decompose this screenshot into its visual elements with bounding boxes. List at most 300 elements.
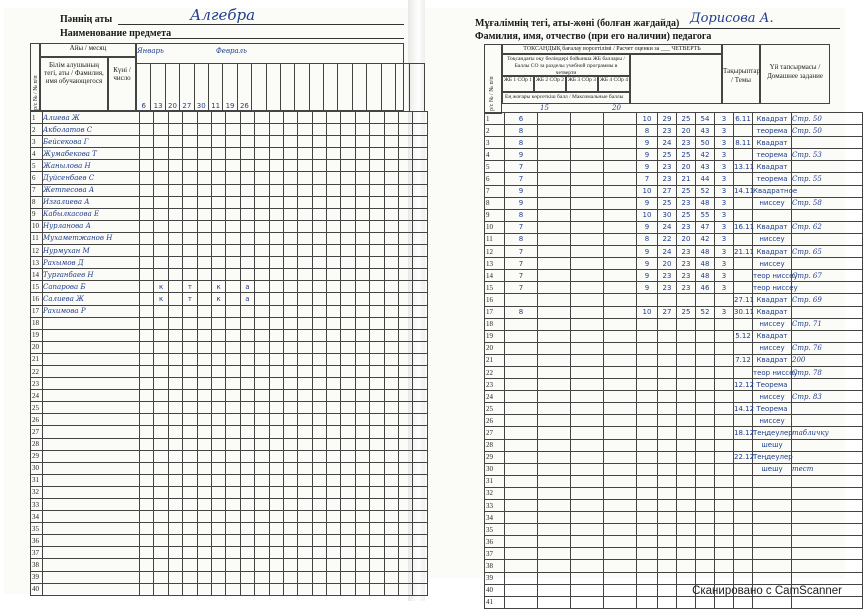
mark-cell xyxy=(168,511,182,523)
mark-cell xyxy=(183,499,197,511)
date-cell: теорема xyxy=(753,149,792,161)
grade-cell: 48 xyxy=(696,197,715,209)
date-cell xyxy=(753,524,792,536)
grade-cell xyxy=(604,221,637,233)
grade-cell xyxy=(604,113,637,125)
mark-cell xyxy=(413,172,427,184)
mark-cell xyxy=(399,462,413,474)
mark-cell xyxy=(413,462,427,474)
grade-cell xyxy=(538,125,571,137)
student-name: Рахымов Д xyxy=(43,257,140,269)
mark-cell xyxy=(183,172,197,184)
mark-cell xyxy=(283,341,297,353)
mark-cell xyxy=(240,136,254,148)
grades-row xyxy=(485,342,863,354)
mark-cell xyxy=(269,281,283,293)
grade-cell xyxy=(715,354,734,366)
mark-cell xyxy=(370,148,384,160)
mark-cell xyxy=(413,184,427,196)
mark-cell xyxy=(341,148,355,160)
mark-cell xyxy=(283,184,297,196)
mark-cell xyxy=(197,462,211,474)
grades-row xyxy=(485,197,863,209)
mark-cell xyxy=(168,486,182,498)
mark-cell xyxy=(197,571,211,583)
grade-cell xyxy=(538,318,571,330)
mark-cell xyxy=(413,148,427,160)
row-number: 23 xyxy=(485,379,505,391)
mark-cell xyxy=(355,474,369,486)
grade-cell xyxy=(677,366,696,378)
mark-cell xyxy=(168,317,182,329)
grade-cell xyxy=(538,258,571,270)
student-name xyxy=(43,426,140,438)
mark-cell xyxy=(399,232,413,244)
mark-cell xyxy=(269,232,283,244)
month-1: Январь xyxy=(137,47,164,55)
topic-cell xyxy=(792,282,863,294)
grades-row xyxy=(485,354,863,366)
mark-cell xyxy=(283,390,297,402)
mark-cell xyxy=(355,402,369,414)
mark-cell xyxy=(255,378,269,390)
row-number: 28 xyxy=(31,438,43,450)
mark-cell xyxy=(399,257,413,269)
mark-cell xyxy=(269,438,283,450)
mark-cell xyxy=(154,232,168,244)
row-number: 4 xyxy=(485,149,505,161)
mark-cell xyxy=(240,571,254,583)
row-number: 9 xyxy=(485,209,505,221)
mark-cell xyxy=(255,474,269,486)
grades-row xyxy=(485,282,863,294)
grades-row xyxy=(485,149,863,161)
grade-cell xyxy=(637,294,658,306)
row-number: 7 xyxy=(31,184,43,196)
mark-cell xyxy=(298,414,312,426)
right-col-num-header: р/с № / № п/п xyxy=(484,44,502,114)
mark-cell xyxy=(211,499,225,511)
mark-cell xyxy=(298,160,312,172)
grade-cell xyxy=(637,536,658,548)
mark-cell xyxy=(399,329,413,341)
row-number: 1 xyxy=(485,113,505,125)
mark-cell xyxy=(355,523,369,535)
mark-cell xyxy=(370,341,384,353)
grades-row xyxy=(485,233,863,245)
mark-cell xyxy=(370,196,384,208)
topic-cell xyxy=(792,161,863,173)
mark-cell xyxy=(399,474,413,486)
row-number: 25 xyxy=(31,402,43,414)
row-number: 21 xyxy=(31,353,43,365)
mark-cell xyxy=(312,438,326,450)
mark-cell: к xyxy=(211,281,225,293)
mark-cell xyxy=(370,269,384,281)
grade-cell xyxy=(658,354,677,366)
mark-cell xyxy=(140,571,154,583)
grade-cell xyxy=(571,596,604,608)
grade-cell: 3 xyxy=(715,113,734,125)
topic-cell xyxy=(792,475,863,487)
mark-cell xyxy=(183,365,197,377)
grades-row xyxy=(485,572,863,584)
mark-cell xyxy=(154,426,168,438)
grade-cell xyxy=(658,427,677,439)
mark-cell xyxy=(327,341,341,353)
grade-cell xyxy=(696,487,715,499)
mark-cell xyxy=(168,196,182,208)
grade-cell xyxy=(715,548,734,560)
mark-cell xyxy=(197,341,211,353)
grade-cell xyxy=(538,584,571,596)
mark-cell xyxy=(312,245,326,257)
date-cell: 20 xyxy=(165,64,179,112)
date-cell: ниссеу xyxy=(753,342,792,354)
row-number: 6 xyxy=(31,172,43,184)
mark-cell xyxy=(240,462,254,474)
mark-cell xyxy=(211,571,225,583)
mark-cell xyxy=(312,184,326,196)
mark-cell xyxy=(312,462,326,474)
mark-cell xyxy=(140,341,154,353)
col-num-header: р/с № / № п/п xyxy=(30,43,40,111)
mark-cell xyxy=(211,232,225,244)
mark-cell xyxy=(240,438,254,450)
student-name: Рахимова Р xyxy=(43,305,140,317)
mark-cell xyxy=(327,148,341,160)
mark-cell xyxy=(384,257,398,269)
topic-cell xyxy=(792,415,863,427)
mark-cell xyxy=(384,172,398,184)
mark-cell xyxy=(197,426,211,438)
mark-cell xyxy=(240,112,254,124)
mark-cell xyxy=(197,269,211,281)
mark-cell xyxy=(140,208,154,220)
grade-cell: 21.11 xyxy=(734,246,753,258)
student-row xyxy=(31,208,428,220)
grade-cell: 9 xyxy=(637,161,658,173)
date-cell: ниссеу xyxy=(753,318,792,330)
mark-cell xyxy=(269,269,283,281)
date-cell: 19 xyxy=(223,64,237,112)
grade-cell xyxy=(604,330,637,342)
grade-cell xyxy=(658,536,677,548)
grade-cell xyxy=(658,500,677,512)
grade-cell xyxy=(604,306,637,318)
grade-cell: 10 xyxy=(637,185,658,197)
student-name: Мухаметжанов Н xyxy=(43,232,140,244)
date-cell xyxy=(338,64,352,112)
mark-cell xyxy=(211,535,225,547)
mark-cell xyxy=(327,245,341,257)
grade-cell xyxy=(637,330,658,342)
row-number: 27 xyxy=(31,426,43,438)
grade-cell xyxy=(538,439,571,451)
grade-cell xyxy=(538,149,571,161)
student-row xyxy=(31,390,428,402)
grade-cell: 24 xyxy=(658,221,677,233)
grade-cell: 3 xyxy=(715,209,734,221)
date-cell: Квадрат xyxy=(753,161,792,173)
mark-cell xyxy=(355,426,369,438)
grade-cell xyxy=(658,366,677,378)
mark-cell xyxy=(154,571,168,583)
mark-cell xyxy=(355,450,369,462)
mark-cell xyxy=(399,559,413,571)
grade-cell xyxy=(571,330,604,342)
mark-cell xyxy=(183,341,197,353)
grade-cell xyxy=(734,572,753,584)
mark-cell xyxy=(341,220,355,232)
mark-cell xyxy=(140,365,154,377)
mark-cell xyxy=(399,245,413,257)
grade-cell xyxy=(571,524,604,536)
mark-cell xyxy=(269,317,283,329)
mark-cell xyxy=(226,208,240,220)
student-row xyxy=(31,172,428,184)
mark-cell xyxy=(240,148,254,160)
mark-cell xyxy=(197,148,211,160)
mark-cell xyxy=(240,160,254,172)
grade-cell: 3 xyxy=(715,233,734,245)
grades-row xyxy=(485,463,863,475)
grades-row xyxy=(485,415,863,427)
mark-cell xyxy=(154,511,168,523)
mark-cell xyxy=(312,486,326,498)
grade-cell xyxy=(677,487,696,499)
grade-cell: 3 xyxy=(715,197,734,209)
grade-cell xyxy=(715,403,734,415)
mark-cell xyxy=(197,511,211,523)
mark-cell xyxy=(283,220,297,232)
mark-cell xyxy=(312,535,326,547)
date-cell: Теңдеулер xyxy=(753,451,792,463)
grade-cell xyxy=(677,391,696,403)
mark-cell xyxy=(226,341,240,353)
mark-cell xyxy=(140,281,154,293)
mark-cell xyxy=(283,511,297,523)
mark-cell xyxy=(197,378,211,390)
mark-cell xyxy=(413,220,427,232)
topic-cell xyxy=(792,548,863,560)
date-cell xyxy=(324,64,338,112)
scanner-watermark: Сканировано с CamScanner xyxy=(692,585,842,597)
row-number: 40 xyxy=(31,583,43,595)
mark-cell xyxy=(255,208,269,220)
mark-cell xyxy=(140,184,154,196)
grade-cell xyxy=(677,294,696,306)
mark-cell xyxy=(240,269,254,281)
mark-cell xyxy=(269,474,283,486)
mark-cell xyxy=(255,583,269,595)
grade-cell: 8 xyxy=(505,233,538,245)
mark-cell xyxy=(255,136,269,148)
grade-cell xyxy=(677,500,696,512)
grade-cell xyxy=(604,379,637,391)
mark-cell xyxy=(211,341,225,353)
grades-row xyxy=(485,536,863,548)
grade-cell xyxy=(677,536,696,548)
mark-cell xyxy=(399,148,413,160)
mark-cell xyxy=(298,184,312,196)
mark-cell xyxy=(269,547,283,559)
row-number: 30 xyxy=(485,463,505,475)
grade-cell xyxy=(571,258,604,270)
grade-cell xyxy=(571,391,604,403)
mark-cell xyxy=(399,220,413,232)
grade-cell xyxy=(658,512,677,524)
mark-cell xyxy=(341,112,355,124)
mark-cell xyxy=(255,365,269,377)
mark-cell xyxy=(413,208,427,220)
mark-cell xyxy=(154,341,168,353)
date-cell: Квадрат xyxy=(753,294,792,306)
mark-cell xyxy=(240,341,254,353)
grades-row xyxy=(485,512,863,524)
mark-cell xyxy=(384,559,398,571)
mark-cell xyxy=(283,559,297,571)
topic-cell: Стр. 55 xyxy=(792,173,863,185)
mark-cell xyxy=(355,511,369,523)
mark-cell xyxy=(312,414,326,426)
homework-header: Үй тапсырмасы / Домашнее задание xyxy=(760,44,830,104)
mark-cell xyxy=(312,281,326,293)
mark-cell xyxy=(197,208,211,220)
grade-cell: 23 xyxy=(677,246,696,258)
grade-cell xyxy=(696,536,715,548)
grade-cell xyxy=(571,415,604,427)
mark-cell xyxy=(283,438,297,450)
grade-cell xyxy=(637,524,658,536)
subject-line xyxy=(118,24,404,25)
row-number: 10 xyxy=(31,220,43,232)
mark-cell xyxy=(327,220,341,232)
row-number: 32 xyxy=(31,486,43,498)
topic-cell xyxy=(792,524,863,536)
mark-cell xyxy=(269,136,283,148)
mark-cell xyxy=(269,208,283,220)
mark-cell xyxy=(168,245,182,257)
mark-cell xyxy=(240,196,254,208)
grade-cell: 42 xyxy=(696,233,715,245)
mark-cell xyxy=(197,365,211,377)
grades-row xyxy=(485,391,863,403)
mark-cell xyxy=(211,474,225,486)
grade-cell xyxy=(538,560,571,572)
topic-cell xyxy=(792,512,863,524)
mark-cell xyxy=(197,281,211,293)
grade-cell: 42 xyxy=(696,149,715,161)
mark-cell xyxy=(327,136,341,148)
mark-cell xyxy=(269,305,283,317)
topic-cell: тест xyxy=(792,463,863,475)
grade-cell: 7 xyxy=(637,173,658,185)
mark-cell xyxy=(211,438,225,450)
date-cell: теорема xyxy=(753,125,792,137)
mark-cell xyxy=(312,378,326,390)
mark-cell xyxy=(312,426,326,438)
mark-cell xyxy=(154,172,168,184)
mark-cell xyxy=(226,184,240,196)
mark-cell xyxy=(283,329,297,341)
grade-cell xyxy=(715,366,734,378)
mark-cell xyxy=(312,511,326,523)
grade-cell xyxy=(505,415,538,427)
mark-cell xyxy=(312,148,326,160)
grade-cell xyxy=(538,173,571,185)
mark-cell xyxy=(240,414,254,426)
mark-cell xyxy=(384,583,398,595)
row-number: 8 xyxy=(485,197,505,209)
mark-cell xyxy=(168,402,182,414)
date-cell xyxy=(753,548,792,560)
topic-cell xyxy=(792,403,863,415)
mark-cell xyxy=(384,124,398,136)
mark-cell xyxy=(399,341,413,353)
mark-cell xyxy=(140,172,154,184)
mark-cell xyxy=(140,450,154,462)
mark-cell xyxy=(355,353,369,365)
mark-cell xyxy=(140,438,154,450)
row-number: 18 xyxy=(31,317,43,329)
mark-cell xyxy=(240,474,254,486)
mark-cell xyxy=(298,353,312,365)
grades-row xyxy=(485,548,863,560)
grade-cell: 48 xyxy=(696,258,715,270)
grade-cell xyxy=(538,366,571,378)
grade-cell xyxy=(734,487,753,499)
topic-cell xyxy=(792,306,863,318)
grade-cell xyxy=(505,536,538,548)
mark-cell xyxy=(370,462,384,474)
mark-cell xyxy=(154,160,168,172)
grade-cell xyxy=(734,439,753,451)
mark-cell xyxy=(211,450,225,462)
grade-cell xyxy=(571,318,604,330)
mark-cell xyxy=(197,329,211,341)
mark-cell xyxy=(298,196,312,208)
mark-cell xyxy=(226,196,240,208)
mark-cell xyxy=(183,583,197,595)
grade-cell: 23 xyxy=(677,282,696,294)
grade-cell: 9 xyxy=(505,185,538,197)
grade-cell xyxy=(571,306,604,318)
student-name: Сапарова Б xyxy=(43,281,140,293)
row-number: 38 xyxy=(485,560,505,572)
mark-cell xyxy=(226,317,240,329)
mark-cell xyxy=(226,547,240,559)
mark-cell xyxy=(413,365,427,377)
grade-cell xyxy=(677,427,696,439)
mark-cell xyxy=(399,486,413,498)
mark-cell xyxy=(168,172,182,184)
mark-cell xyxy=(240,450,254,462)
grade-cell xyxy=(538,415,571,427)
topic-cell xyxy=(792,596,863,608)
date-cell: Теорема xyxy=(753,379,792,391)
mark-cell: а xyxy=(240,281,254,293)
grade-cell xyxy=(505,512,538,524)
mark-cell xyxy=(154,547,168,559)
mark-cell xyxy=(312,208,326,220)
row-number: 20 xyxy=(31,341,43,353)
mark-cell xyxy=(168,148,182,160)
grade-cell xyxy=(571,221,604,233)
mark-cell xyxy=(154,329,168,341)
mark-cell xyxy=(355,547,369,559)
mark-cell xyxy=(168,329,182,341)
